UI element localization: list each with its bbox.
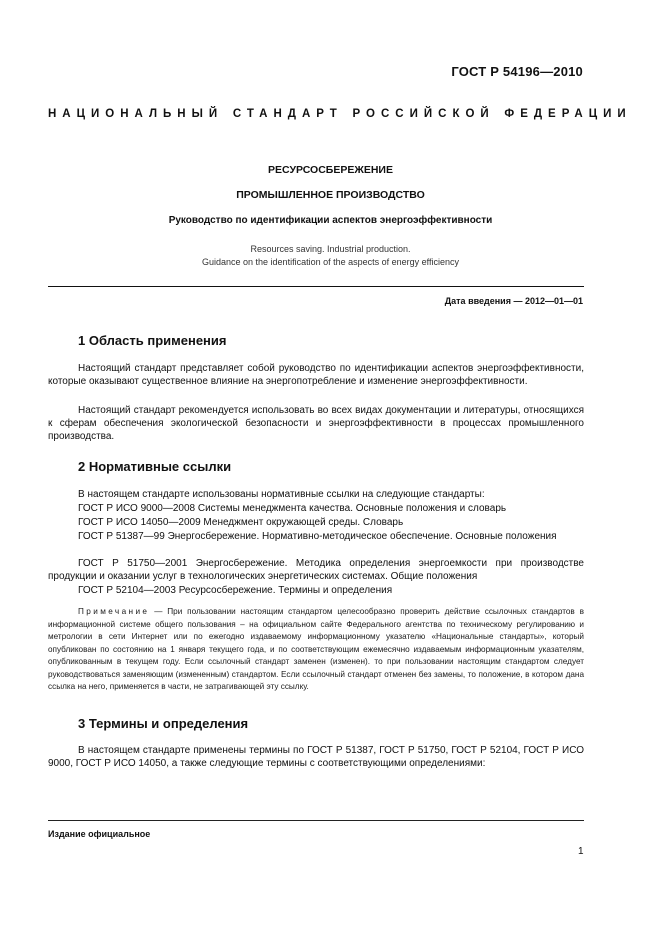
section-1-heading: 1 Область применения (78, 333, 227, 348)
note-text: — При пользовании настоящим стандартом целесообразно проверить действие ссылочных стандартов в информационной системе общего пользования – на официальном сайте Федерального агентства по техническому регулированию и метрологии в сети Интернет или по ежегодно издаваемому информационному указателю «Национальные стандарты», который опубликован по состоянию на 1 января текущего года, и по соответствующим ежемесячно издаваемым информационным указателям, опубликованным в текущем году. Если ссылочный стандарт заменен (изменен). то при пользовании настоящим стандартом следует руководствоваться заменяющим (измененным) стандартом. Если ссылочный стандарт отменен без замены, то положение, в котором дана ссылка на него, применяется в части, не затрагивающей эту ссылку. (48, 607, 584, 691)
section-3-paragraph-1: В настоящем стандарте применены термины по ГОСТ Р 51387, ГОСТ Р 51750, ГОСТ Р 52104, ГОСТ Р ИСО 9000, ГОСТ Р ИСО 14050, а также следующие термины с соответствующими определениями: (48, 745, 584, 769)
section-2-heading: 2 Нормативные ссылки (78, 459, 232, 474)
reference-item: ГОСТ Р 51750—2001 Энергосбережение. Методика определения энергоемкости при производстве продукции и оказании услуг в технологических энергетических системах. Общие положения (48, 558, 584, 582)
title-divider (48, 286, 584, 287)
edition-label: Издание официальное (48, 829, 151, 839)
introduction-date: Дата введения — 2012—01—01 (444, 296, 583, 306)
banner-word: ФЕДЕРАЦИИ (504, 108, 632, 120)
page-number: 1 (578, 846, 584, 857)
reference-item: ГОСТ Р ИСО 9000—2008 Системы менеджмента качества. Основные положения и словарь (78, 503, 507, 514)
normative-note (48, 606, 584, 694)
title-line-2: ПРОМЫШЛЕННОЕ ПРОИЗВОДСТВО (236, 189, 425, 201)
section-3-heading: 3 Термины и определения (78, 716, 249, 731)
section-1-paragraph-1: Настоящий стандарт представляет собой руководство по идентификации аспектов энергоэффективности, которые оказывают существенное влияние на энергопотребление и изменение энергоэффективности. (48, 363, 584, 387)
title-line-3: Руководство по идентификации аспектов энергоэффективности (168, 215, 493, 226)
reference-item: ГОСТ Р ИСО 14050—2009 Менеджмент окружающей среды. Словарь (78, 517, 404, 528)
note-label: Примечание (78, 607, 150, 616)
section-1-paragraph-2: Настоящий стандарт рекомендуется использовать во всех видах документации и литературы, относящихся к сферам обеспечения экологической безопасности и энергоэффективности в процессах промышленного производства. (48, 405, 584, 442)
banner-word: СТАНДАРТ (232, 108, 343, 120)
banner-word: НАЦИОНАЛЬНЫЙ (48, 108, 224, 120)
banner-word: РОССИЙСКОЙ (352, 108, 495, 120)
national-standard-banner (48, 108, 632, 120)
reference-item: ГОСТ Р 51387—99 Энергосбережение. Нормативно-методическое обеспечение. Основные положения (78, 531, 557, 542)
english-title-1: Resources saving. Industrial production. (250, 244, 411, 254)
footer-divider (48, 820, 584, 821)
title-line-1: РЕСУРСОСБЕРЕЖЕНИЕ (268, 164, 393, 176)
english-title-2: Guidance on the identification of the aspects of energy efficiency (202, 257, 459, 267)
section-2-intro: В настоящем стандарте использованы нормативные ссылки на следующие стандарты: (78, 489, 485, 500)
document-code: ГОСТ Р 54196—2010 (451, 64, 583, 79)
reference-item: ГОСТ Р 52104—2003 Ресурсосбережение. Термины и определения (78, 585, 393, 596)
